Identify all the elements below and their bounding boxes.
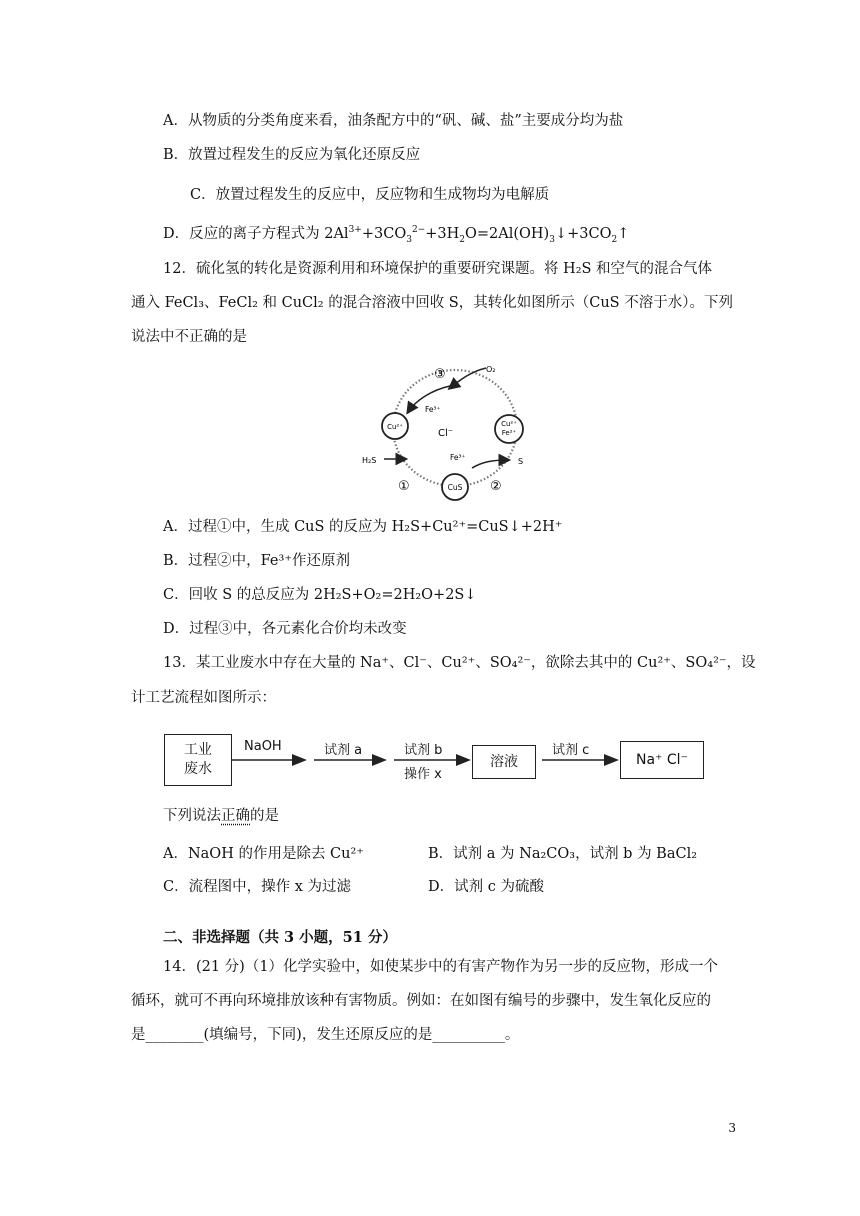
h2s-label: H₂S xyxy=(362,456,377,465)
q14-line1: 14．(21 分)（1）化学实验中，如使某步中的有害产物作为另一步的反应物，形成一个 xyxy=(163,959,719,975)
q13-prompt-emphasis: 正确 xyxy=(221,808,250,824)
node-right-bottom-label: Fe²⁺ xyxy=(501,429,517,437)
fe3-bottom-label: Fe³⁺ xyxy=(450,453,466,462)
q13-option-a: A．NaOH 的作用是除去 Cu²⁺ xyxy=(163,846,364,862)
node-cus-label: CuS xyxy=(447,483,463,492)
q11-option-a: A．从物质的分类角度来看，油条配方中的“矾、碱、盐”主要成分均为盐 xyxy=(163,113,624,129)
q13-stem-line2: 计工艺流程如图所示： xyxy=(131,690,276,706)
q12-option-b: B．过程②中，Fe³⁺作还原剂 xyxy=(163,553,350,569)
flow-label-operation-x: 操作 x xyxy=(404,767,442,782)
page-number: 3 xyxy=(728,1121,736,1135)
q11-option-b: B．放置过程发生的反应为氧化还原反应 xyxy=(163,147,421,163)
q13-option-c: C．流程图中，操作 x 为过滤 xyxy=(163,879,351,895)
q13-option-d: D．试剂 c 为硫酸 xyxy=(428,879,544,895)
flow-label-reagent-c: 试剂 c xyxy=(552,743,590,758)
node-right-top-label: Cu²⁺ xyxy=(501,420,517,428)
q12-option-d: D．过程③中，各元素化合价均未改变 xyxy=(163,621,407,637)
step3-label: ③ xyxy=(434,367,446,382)
q12-stem-line3: 说法中不正确的是 xyxy=(131,329,247,345)
section2-heading: 二、非选择题（共 3 小题，51 分） xyxy=(163,929,397,946)
o2-label: O₂ xyxy=(486,365,496,374)
flow-label-naoh: NaOH xyxy=(244,739,282,754)
fe3-top-label: Fe³⁺ xyxy=(425,405,441,414)
q11-option-d: D．反应的离子方程式为 $2Al^{3+}+3CO_3^{2-}+3H_2O=2Al(OH)_3↓+3CO_2↑$ xyxy=(163,225,630,245)
flow-label-reagent-b: 试剂 b xyxy=(404,743,443,758)
center-cl-label: Cl⁻ xyxy=(438,428,454,439)
q14-line2: 循环，就可不再向环境排放该种有害物质。例如：在如图有编号的步骤中，发生氧化反应的 xyxy=(131,993,711,1009)
flow-box-product: Na⁺ Cl⁻ xyxy=(620,741,704,779)
q12-stem-line1: 12．硫化氢的转化是资源利用和环境保护的重要研究课题。将 H₂S 和空气的混合气体 xyxy=(163,261,713,277)
flow-box-solution: 溶液 xyxy=(472,745,536,779)
q12-cycle-diagram xyxy=(350,356,570,506)
flow-arrows xyxy=(0,748,860,778)
q14-line3: 是________(填编号，下同)，发生还原反应的是__________。 xyxy=(131,1027,520,1043)
o2-arrow xyxy=(450,368,486,388)
q13-stem-line1: 13．某工业废水中存在大量的 Na⁺、Cl⁻、Cu²⁺、SO₄²⁻，欲除去其中的 Cu²⁺、SO₄²⁻，设 xyxy=(163,655,756,671)
flow-box1-line2: 废水 xyxy=(184,761,212,777)
step1-label: ① xyxy=(398,479,410,494)
s-arrow xyxy=(472,460,508,468)
q13-option-b: B．试剂 a 为 Na₂CO₃，试剂 b 为 BaCl₂ xyxy=(428,846,698,862)
q12-option-a: A．过程①中，生成 CuS 的反应为 H₂S+Cu²⁺=CuS↓+2H⁺ xyxy=(163,519,563,535)
flow-label-reagent-a: 试剂 a xyxy=(324,743,363,758)
q12-stem-line2: 通入 FeCl₃、FeCl₂ 和 CuCl₂ 的混合溶液中回收 S，其转化如图所示（CuS 不溶于水）。下列 xyxy=(131,295,733,311)
q12-option-c: C．回收 S 的总反应为 2H₂S+O₂=2H₂O+2S↓ xyxy=(163,587,477,603)
flow-box1-line1: 工业 xyxy=(184,742,212,758)
q11-option-c: C．放置过程发生的反应中，反应物和生成物均为电解质 xyxy=(190,187,550,203)
q13-prompt: 下列说法正确的是 xyxy=(163,808,279,824)
node-cu-left-label: Cu²⁺ xyxy=(387,423,403,431)
s-label: S xyxy=(518,457,524,466)
step2-label: ② xyxy=(490,479,502,494)
